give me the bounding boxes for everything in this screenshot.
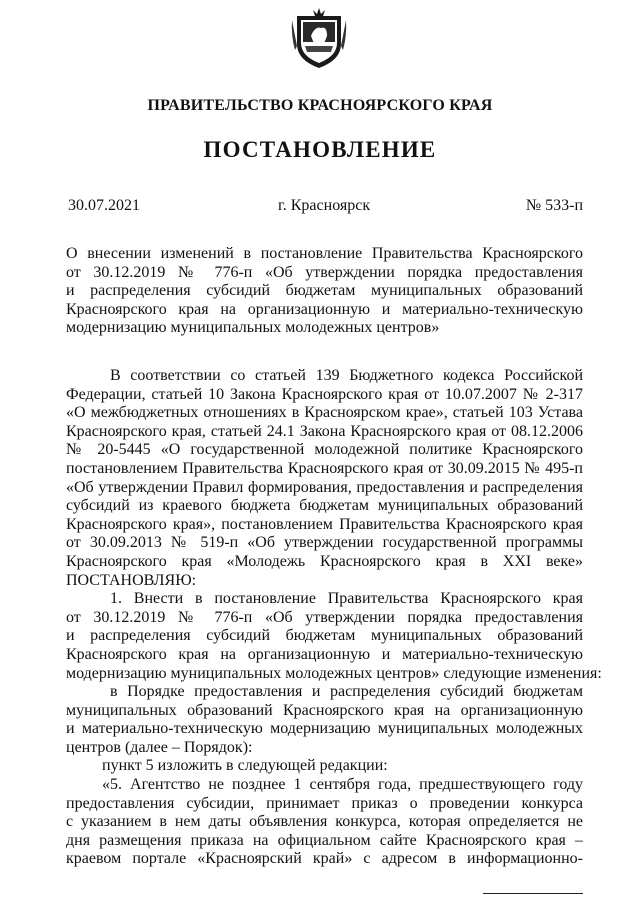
body-text [66,367,602,869]
body-line: краевом портале «Красноярский край» с адресом в информационно- [66,850,583,868]
document-date: 30.07.2021 [68,197,140,214]
subject-line: модернизацию муниципальных молодежных центров» [66,319,440,337]
body-line: «5. Агентство не позднее 1 сентября года, предшествующего году [102,776,583,794]
subject-block [66,245,583,338]
body-line: дня размещения приказа на официальном сайте Красноярского края – [66,831,583,849]
body-line: постановлением Правительства Красноярского края от 30.09.2015 № 495-п [66,459,583,477]
resolution-keyword: ПОСТАНОВЛЯЮ: [66,571,197,589]
body-line: в Порядке предоставления и распределения субсидий бюджетам [110,683,583,701]
subject-line: Красноярского края на организационную и материально-техническую [66,300,583,318]
body-line: 1. Внести в постановление Правительства Красноярского края [110,590,583,608]
body-line: Красноярского края, статьей 24.1 Закона Красноярского края от 08.12.2006 [66,422,583,440]
document-number: № 533-п [525,197,583,214]
body-line: от 30.12.2019 № 776-п «Об утверждении порядка предоставления [66,608,583,626]
body-line: с указанием в нем даты объявления конкурса, которая определяется не [66,813,583,831]
body-line: и материально-техническую модернизацию муниципальных молодежных [66,720,583,738]
subject-line: и распределения субсидий бюджетам муниципальных образований [66,282,583,300]
body-line: № 20-5445 «О государственной молодежной политике Красноярского [66,441,583,459]
coat-of-arms-emblem [291,6,347,70]
government-name: ПРАВИТЕЛЬСТВО КРАСНОЯРСКОГО КРАЯ [147,97,493,114]
body-line: от 30.09.2013 № 519-п «Об утверждении государственной программы [66,534,583,552]
document-city: г. Красноярск [278,197,371,214]
bottom-divider [483,893,583,894]
body-line: В соответствии со статьей 139 Бюджетного кодекса Российской [110,367,583,384]
body-line: Федерации, статьей 10 Закона Красноярского края от 10.07.2007 № 2-317 [66,385,583,403]
body-line: Красноярского края «Молодежь Красноярского края в XXI веке» [66,552,583,570]
body-line: Красноярского края на организационную и материально-техническую [66,645,583,663]
subject-line: О внесении изменений в постановление Правительства Красноярского [66,245,583,262]
document-type-title: ПОСТАНОВЛЕНИЕ [203,137,437,162]
body-line: «Об утверждении Правил формирования, предоставления и распределения [66,478,583,496]
body-line: предоставления субсидии, принимает приказ о проведении конкурса [66,794,583,812]
body-line: пункт 5 изложить в следующей редакции: [102,757,388,775]
body-line: «О межбюджетных отношениях в Красноярском крае», статьей 103 Устава [66,404,583,422]
body-line: Красноярского края», постановлением Правительства Красноярского края [66,515,583,533]
body-line: субсидий из краевого бюджета бюджетам муниципальных образований [66,497,583,515]
body-line: и распределения субсидий бюджетам муниципальных образований [66,627,583,645]
body-line: центров (далее – Порядок): [66,738,253,756]
subject-line: от 30.12.2019 № 776-п «Об утверждении порядка предоставления [66,263,583,281]
body-line: модернизацию муниципальных молодежных центров» следующие изменения: [66,664,602,682]
body-line: муниципальных образований Красноярского края на организационную [66,701,583,719]
